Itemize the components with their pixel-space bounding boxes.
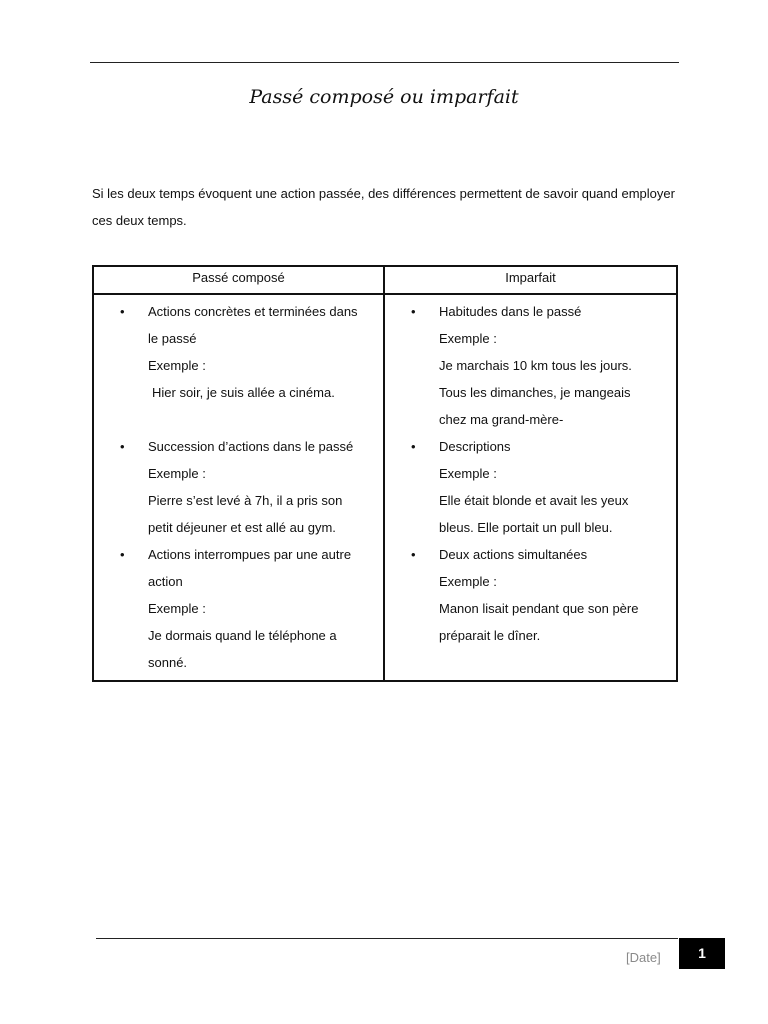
list-item (385, 541, 668, 649)
list-item (94, 433, 375, 541)
item-text: le passé (148, 331, 197, 346)
item-text: Succession d’actions dans le passé (148, 439, 354, 454)
item-text: Descriptions (439, 439, 511, 454)
intro-paragraph: Si les deux temps évoquent une action passée, des différences permettent de savoir quand employer ces deux temps. (92, 186, 675, 228)
comparison-table (92, 265, 678, 682)
footer-date[interactable]: [Date] (626, 950, 661, 965)
item-text: action (148, 574, 183, 589)
bullet-icon: • (120, 439, 125, 454)
example-text: Tous les dimanches, je mangeais (439, 385, 631, 400)
item-text: Actions concrètes et terminées dans (148, 304, 358, 319)
example-text: Elle était blonde et avait les yeux (439, 493, 629, 508)
table-header-row (93, 266, 677, 294)
example-text: sonné. (148, 655, 188, 670)
table-body-row (93, 294, 677, 681)
bullet-icon: • (411, 547, 416, 562)
example-text: Pierre s’est levé à 7h, il a pris son (148, 493, 343, 508)
page-title: Passé composé ou imparfait (249, 86, 519, 108)
bullet-icon: • (411, 439, 416, 454)
passe-compose-cell (93, 294, 384, 681)
example-text: Je dormais quand le téléphone a (148, 628, 337, 643)
item-text: Deux actions simultanées (439, 547, 588, 562)
example-text: Je marchais 10 km tous les jours. (439, 358, 632, 373)
example-text: chez ma grand-mère- (439, 412, 564, 427)
example-label: Exemple : (148, 358, 206, 373)
list-item (94, 298, 375, 406)
example-text: bleus. Elle portait un pull bleu. (439, 520, 613, 535)
example-text: Hier soir, je suis allée a cinéma. (152, 385, 335, 400)
example-text: Manon lisait pendant que son père (439, 601, 639, 616)
passe-compose-list (94, 298, 375, 676)
example-label: Exemple : (148, 601, 206, 616)
footer-rule (96, 938, 678, 939)
page-number: 1 (679, 938, 725, 969)
example-label: Exemple : (439, 574, 497, 589)
list-item (385, 433, 668, 541)
header-passe-compose: Passé composé (93, 266, 384, 294)
item-text: Habitudes dans le passé (439, 304, 582, 319)
bullet-icon: • (411, 304, 416, 319)
header-rule (90, 62, 679, 63)
example-label: Exemple : (148, 466, 206, 481)
imparfait-cell (384, 294, 677, 681)
bullet-icon: • (120, 304, 125, 319)
list-item (385, 298, 668, 433)
imparfait-list (385, 298, 668, 649)
bullet-icon: • (120, 547, 125, 562)
example-label: Exemple : (439, 466, 497, 481)
list-item (94, 541, 375, 676)
header-imparfait: Imparfait (384, 266, 677, 294)
item-text: Actions interrompues par une autre (148, 547, 352, 562)
example-text: petit déjeuner et est allé au gym. (148, 520, 336, 535)
spacer (94, 406, 375, 433)
example-text: préparait le dîner. (439, 628, 541, 643)
example-label: Exemple : (439, 331, 497, 346)
